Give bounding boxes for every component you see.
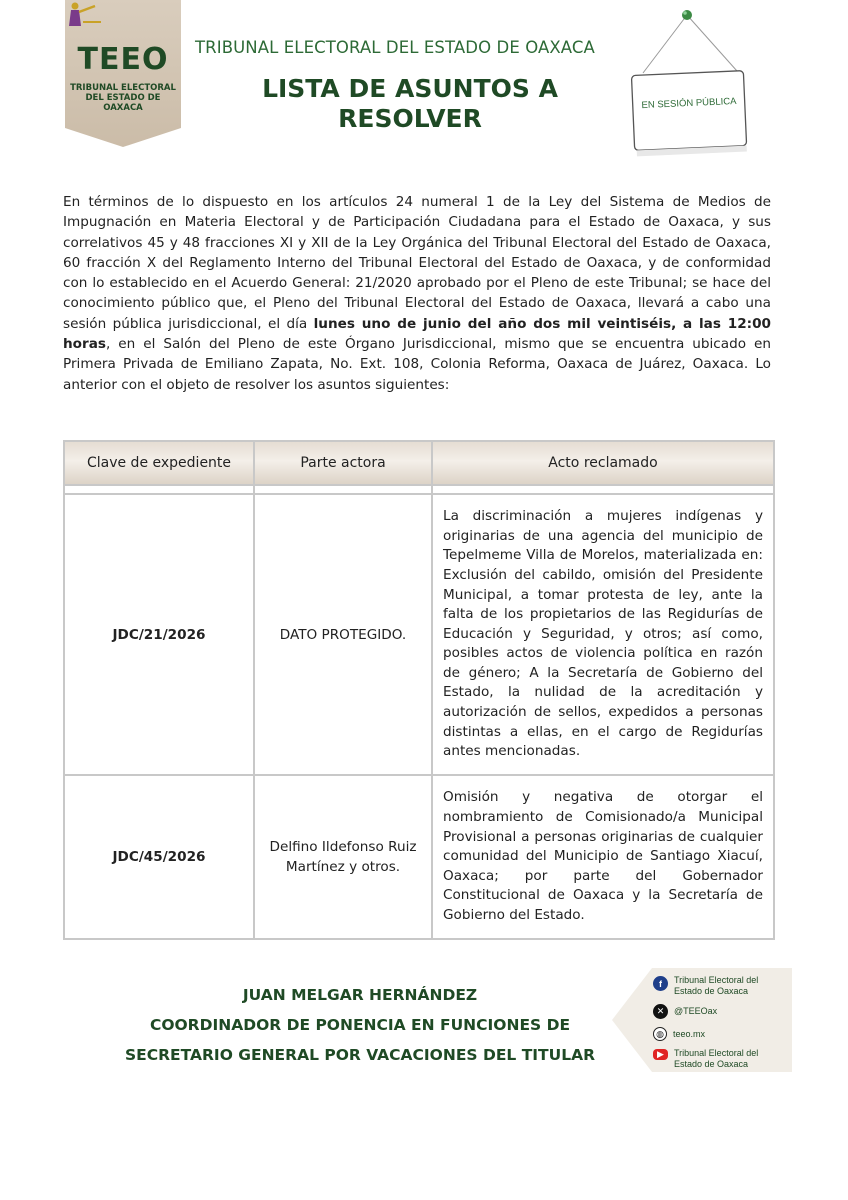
case-acto: La discriminación a mujeres indígenas y originarias de una agencia del municipio de Tepelmeme Villa de Morelos, materializada en: Exclusión del cabildo, omisión del Presidente Municipal, a tomar protesta de ley, ante la falta de los propietarios de las Regidurías de Educación y Seguridad, y otros; así como, posibles actos de violencia política en razón de género; A la Secretaría de Gobierno del Estado, la nulidad de la acreditación y autorización de sellos, expedidos a personas distintas a ellas, en el cargo de Regidurías antes mencionadas. [432, 494, 774, 775]
signatory-role-line1: COORDINADOR DE PONENCIA EN FUNCIONES DE [149, 1016, 571, 1034]
page-title: LISTA DE ASUNTOS A RESOLVER [262, 74, 558, 133]
youtube-icon: ▶ [653, 1049, 668, 1060]
case-clave: JDC/21/2026 [64, 494, 254, 775]
sign-label: EN SESIÓN PÚBLICA [641, 95, 737, 112]
header-parte: Parte actora [254, 441, 432, 485]
case-parte: DATO PROTEGIDO. [254, 494, 432, 775]
social-x[interactable]: ✕ @TEEOax [653, 1003, 793, 1019]
cases-table [63, 440, 775, 940]
signatory-name: JUAN MELGAR HERNÁNDEZ [242, 986, 478, 1004]
table-header-row [64, 441, 774, 485]
signature-block [100, 980, 620, 1070]
signatory-role-line2: SECRETARIO GENERAL POR VACACIONES DEL TITULAR [124, 1046, 596, 1064]
table-row [64, 494, 774, 775]
facebook-icon: f [653, 976, 668, 991]
intro-paragraph: En términos de lo dispuesto en los artículos 24 numeral 1 de la Ley del Sistema de Medios de Impugnación en Materia Electoral y de Participación Ciudadana para el Estado de Oaxaca, y sus correlativos 45 y 48 fracciones XI y XII de la Ley Orgánica del Tribunal Electoral del Estado de Oaxaca, 60 fracción X del Reglamento Interno del Tribunal Electoral del Estado de Oaxaca, y de conformidad con lo establecido en el Acuerdo General: 21/2020 aprobado por el Pleno de este Tribunal; se hace del conocimiento público que, el Pleno del Tribunal Electoral del Estado de Oaxaca, llevará a cabo una sesión pública jurisdiccional, el día lunes uno de junio del año dos mil veintiséis, a las 12:00 horas, en el Salón del Pleno de este Órgano Jurisdiccional, mismo que se encuentra ubicado en Primera Privada de Emiliano Zapata, No. Ext. 108, Colonia Reforma, Oaxaca de Juárez, Oaxaca. Lo anterior con el objeto de resolver los asuntos siguientes: [63, 194, 772, 393]
table-row [64, 775, 774, 939]
logo-subtitle: TRIBUNAL ELECTORAL DEL ESTADO DE OAXACA [70, 83, 176, 113]
session-date: lunes uno de junio del año dos mil veintiséis, a las 12:00 horas [63, 315, 772, 353]
case-parte: Delfino Ildefonso Ruiz Martínez y otros. [254, 775, 432, 939]
logo-banner [65, 0, 181, 147]
header-acto: Acto reclamado [432, 441, 774, 485]
hanging-sign-icon [625, 5, 755, 165]
social-youtube[interactable]: ▶ Tribunal Electoral del Estado de Oaxaca [653, 1048, 793, 1069]
case-clave: JDC/45/2026 [64, 775, 254, 939]
logo-figure-icon [65, 0, 105, 28]
social-web[interactable]: ◍ teeo.mx [653, 1026, 793, 1041]
organization-name: TRIBUNAL ELECTORAL DEL ESTADO DE OAXACA [195, 38, 595, 57]
globe-icon: ◍ [653, 1027, 667, 1041]
header-clave: Clave de expediente [64, 441, 254, 485]
logo-acronym: TEEO [77, 42, 169, 77]
social-facebook[interactable]: f Tribunal Electoral del Estado de Oaxaca [653, 975, 793, 996]
x-icon: ✕ [653, 1004, 668, 1019]
case-acto: Omisión y negativa de otorgar el nombramiento de Comisionado/a Municipal Provisional a personas originarias de cualquier comunidad del Municipio de Santiago Xiacuí, Oaxaca; por parte del Gobernador Constitucional de Oaxaca y la Secretaría de Gobierno del Estado. [432, 775, 774, 939]
social-links [653, 975, 793, 1076]
